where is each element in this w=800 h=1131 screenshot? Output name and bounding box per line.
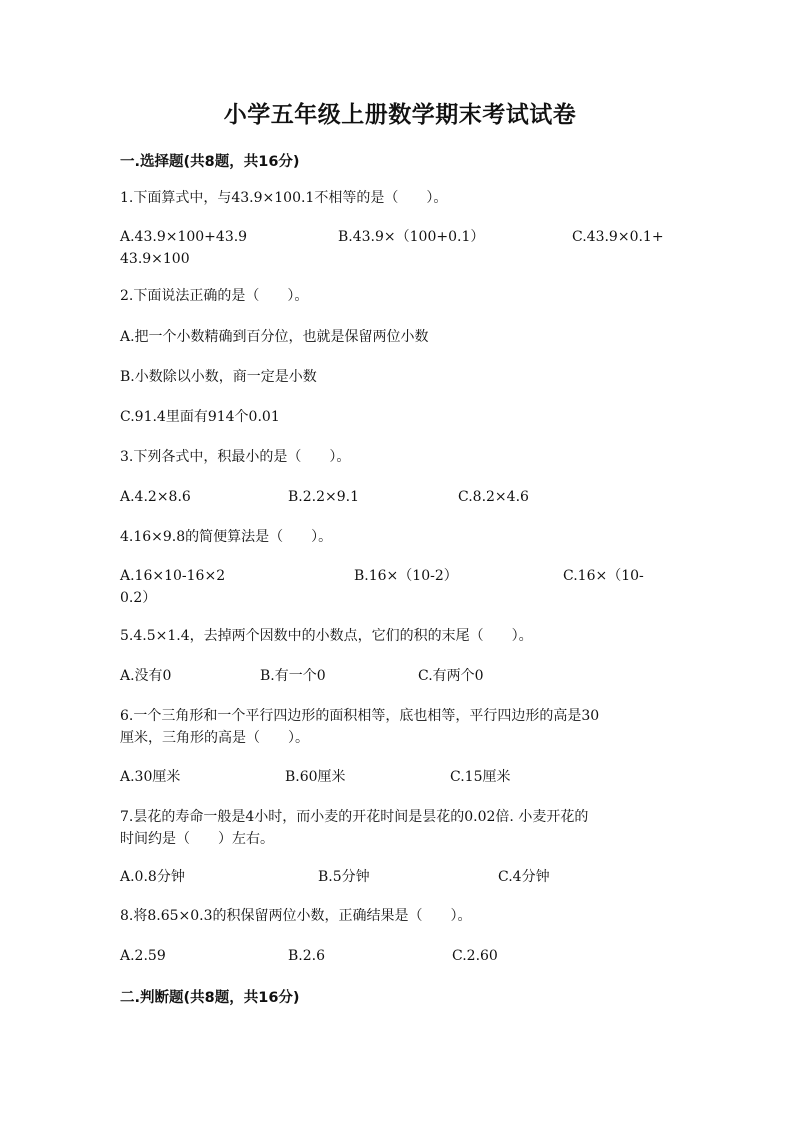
question-4-option-a: A.16×10-16×2 <box>120 568 226 584</box>
question-7-text-line-2: 时间约是（ ）左右。 <box>120 831 274 847</box>
question-1-option-c-continued: 43.9×100 <box>120 251 190 267</box>
question-6-text-line-2: 厘米，三角形的高是（ ）。 <box>120 730 309 746</box>
question-5-option-b: B.有一个0 <box>260 668 326 684</box>
question-8-option-c: C.2.60 <box>452 948 498 964</box>
question-7-options <box>120 866 685 910</box>
question-6-options <box>120 766 685 810</box>
question-2-text: 2.下面说法正确的是（ ）。 <box>120 288 309 304</box>
question-4-option-c-continued: 0.2） <box>120 590 157 606</box>
question-4-text: 4.16×9.8的简便算法是（ ）。 <box>120 529 333 545</box>
question-6-text-line-1: 6.一个三角形和一个平行四边形的面积相等，底也相等，平行四边形的高是30 <box>120 708 600 724</box>
question-6-option-c: C.15厘米 <box>450 769 511 785</box>
question-3-option-b: B.2.2×9.1 <box>288 489 359 505</box>
question-5-options <box>120 665 685 709</box>
question-1-option-c: C.43.9×0.1+ <box>572 229 664 245</box>
question-4-option-b: B.16×（10-2） <box>354 568 458 584</box>
question-2-option-a: A.把一个小数精确到百分位，也就是保留两位小数 <box>120 329 429 345</box>
question-3-option-a: A.4.2×8.6 <box>120 489 191 505</box>
question-1-options <box>120 226 685 270</box>
question-3-options <box>120 486 685 530</box>
question-1-option-b: B.43.9×（100+0.1） <box>338 229 485 245</box>
question-5-option-a: A.没有0 <box>120 668 172 684</box>
question-2-option-c: C.91.4里面有914个0.01 <box>120 409 280 425</box>
question-6-option-a: A.30厘米 <box>120 769 181 785</box>
question-8-options <box>120 945 685 989</box>
question-8-text: 8.将8.65×0.3的积保留两位小数，正确结果是（ ）。 <box>120 908 472 924</box>
question-3-text: 3.下列各式中，积最小的是（ ）。 <box>120 449 351 465</box>
question-4-option-c: C.16×（10- <box>563 568 644 584</box>
section-heading-choice: 一.选择题(共8题，共16分) <box>120 154 300 170</box>
question-3-option-c: C.8.2×4.6 <box>458 489 529 505</box>
question-7-option-a: A.0.8分钟 <box>120 869 185 885</box>
question-6-option-b: B.60厘米 <box>285 769 346 785</box>
question-7-option-c: C.4分钟 <box>498 869 550 885</box>
question-8-option-b: B.2.6 <box>288 948 326 964</box>
question-7-option-b: B.5分钟 <box>318 869 370 885</box>
question-1-option-a: A.43.9×100+43.9 <box>120 229 248 245</box>
question-8-option-a: A.2.59 <box>120 948 166 964</box>
section-heading-judgment: 二.判断题(共8题，共16分) <box>120 990 300 1006</box>
question-2-option-b: B.小数除以小数，商一定是小数 <box>120 369 317 385</box>
question-1-text: 1.下面算式中，与43.9×100.1不相等的是（ ）。 <box>120 190 448 206</box>
question-7-text-line-1: 7.昙花的寿命一般是4小时，而小麦的开花时间是昙花的0.02倍. 小麦开花的 <box>120 809 589 825</box>
question-5-option-c: C.有两个0 <box>418 668 484 684</box>
question-4-options <box>120 565 685 609</box>
exam-title: 小学五年级上册数学期末考试试卷 <box>223 102 577 128</box>
question-5-text: 5.4.5×1.4，去掉两个因数中的小数点，它们的积的末尾（ ）。 <box>120 628 533 644</box>
